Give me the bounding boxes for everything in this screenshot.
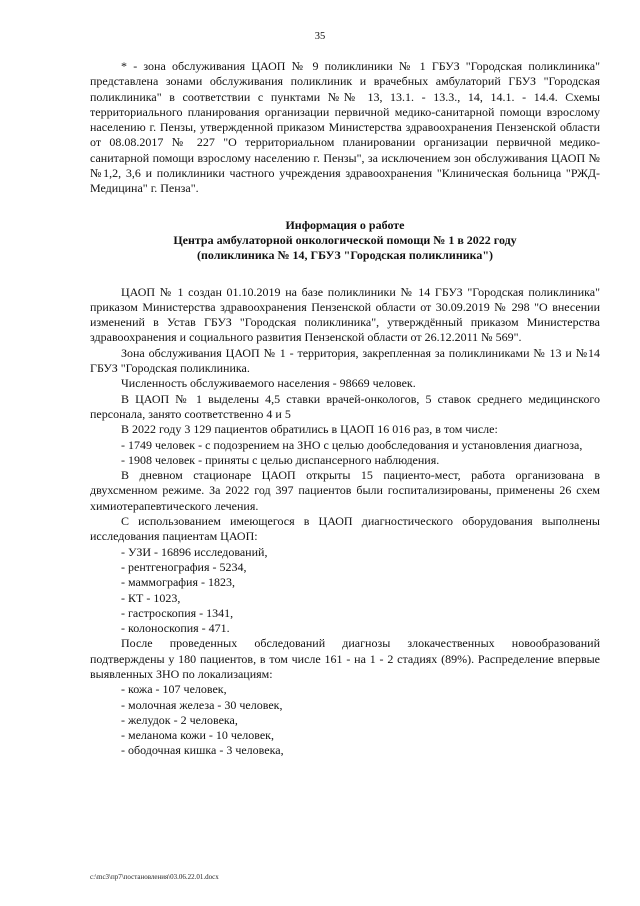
list-item: - рентгенография - 5234, (121, 559, 247, 574)
list-item: - гастроскопия - 1341, (121, 605, 234, 620)
paragraph-service-zone: Зона обслуживания ЦАОП № 1 - территория, закрепленная за поликлиниками № 13 и №14 ГБУЗ "Городская поликлиника. (90, 345, 600, 376)
list-item: - колоноскопия - 471. (121, 621, 230, 636)
paragraph-dispensary: - 1908 человек - приняты с целью диспансерного наблюдения. (121, 452, 440, 467)
list-item: - ободочная кишка - 3 человека, (121, 743, 284, 758)
list-item: - меланома кожи - 10 человек, (121, 728, 274, 743)
list-item: - желудок - 2 человека, (121, 712, 238, 727)
section-heading (90, 218, 600, 264)
heading-line-2: Центра амбулаторной онкологической помощи № 1 в 2022 году (173, 232, 517, 247)
paragraph-staff: В ЦАОП № 1 выделены 4,5 ставки врачей-онкологов, 5 ставок среднего медицинского персонала, занято соответственно 4 и 5 (90, 391, 600, 421)
heading-line-3: (поликлиника № 14, ГБУЗ "Городская поликлиника") (196, 248, 494, 263)
localizations-list (90, 682, 600, 758)
paragraph-day-hospital: В дневном стационаре ЦАОП открыты 15 пациенто-мест, работа организована в двухсменном режиме. За 2022 год 397 пациентов были госпитализированы, применены 26 схем химиотерапевтического лечения. (90, 468, 600, 513)
file-path-footer: c:\mc3\пр7\постановления\03.06.22.01.docx (90, 873, 219, 881)
paragraph-suspected: - 1749 человек - с подозрением на ЗНО с целью дообследования и установления диагноза, (121, 437, 583, 452)
list-item: - молочная железа - 30 человек, (121, 697, 283, 712)
paragraph-diagnoses: После проведенных обследований диагнозы злокачественных новообразований подтверждены у 180 пациентов, в том числе 161 - на 1 - 2 стадиях (89%). Распределение впервые выявленных ЗНО по локализациям: (90, 636, 600, 681)
list-item: - КТ - 1023, (121, 590, 181, 605)
paragraph-creation: ЦАОП № 1 создан 01.10.2019 на базе поликлиники № 14 ГБУЗ "Городская поликлиника" приказом Министерства здравоохранения Пензенской области от 30.09.2019 № 298 "О внесении изменений в Устав ГБУЗ "Городская поликлиника", утверждённый приказом Министерства здравоохранения и социального развития Пензенской области от 26.12.2011 № 569". (90, 284, 600, 345)
paragraph-visits: В 2022 году 3 129 пациентов обратились в ЦАОП 16 016 раз, в том числе: (121, 422, 498, 437)
list-item: - УЗИ - 16896 исследований, (121, 544, 268, 559)
page-number: 35 (314, 31, 326, 42)
list-item: - маммография - 1823, (121, 575, 235, 590)
paragraph-diagnostics: С использованием имеющегося в ЦАОП диагностического оборудования выполнены исследования пациентам ЦАОП: (90, 514, 600, 544)
footnote-paragraph: * - зона обслуживания ЦАОП № 9 поликлиники № 1 ГБУЗ "Городская поликлиника" представлена зонами обслуживания поликлиник и врачебных амбулаторий ГБУЗ "Городская поликлиника" в соответствии с пунктами №№ 13, 13.1. - 13.3., 14, 14.1. - 14.4. Схемы территориального планирования организации первичной медико-санитарной помощи взрослому населению г. Пензы, утвержденной приказом Министерства здравоохранения Пензенской области от 08.08.2017 № 227 "О территориальном планировании организации первичной медико-санитарной помощи взрослому населению г. Пензы", за исключением зон обслуживания ЦАОП №№1,2, 3,6 и поликлиники частного учреждения здравоохранения "Клиническая больница "РЖД-Медицина" г. Пенза". (90, 59, 600, 196)
document-body (90, 59, 600, 759)
paragraph-population: Численность обслуживаемого населения - 98669 человек. (121, 376, 416, 391)
list-item: - кожа - 107 человек, (121, 682, 227, 697)
heading-line-1: Информация о работе (285, 217, 405, 232)
studies-list (90, 545, 600, 637)
